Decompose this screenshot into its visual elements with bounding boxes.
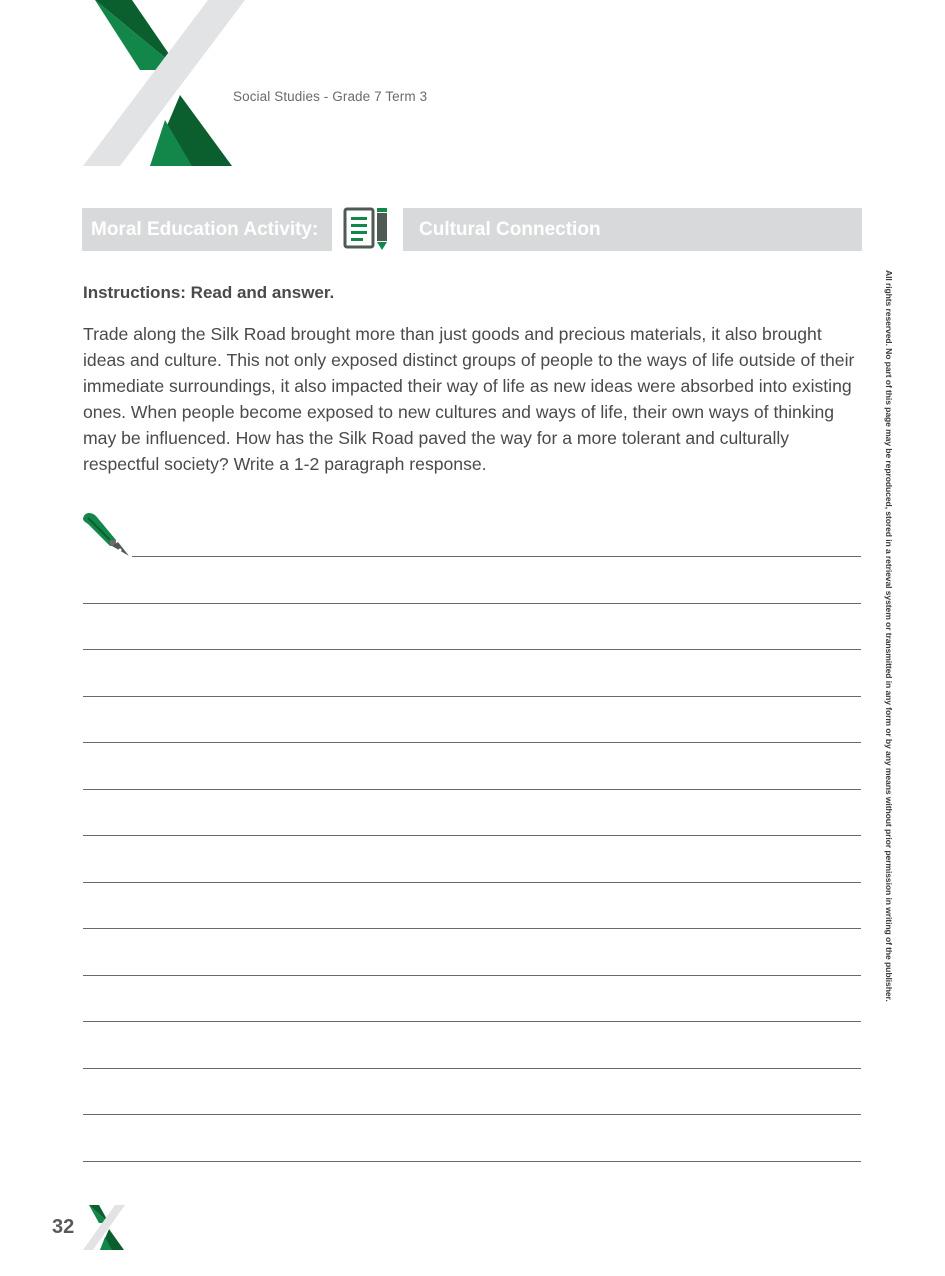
- brand-logo-small: [83, 1205, 127, 1251]
- answer-line[interactable]: [83, 789, 861, 790]
- brand-logo: [80, 0, 250, 170]
- answer-line[interactable]: [83, 603, 861, 604]
- fountain-pen-icon: [80, 510, 134, 560]
- question-paragraph: Trade along the Silk Road brought more than just goods and precious materials, it also brought ideas and culture. This not only exposed distinct groups of people to the ways of life outside of their immediate surroundings, it also impacted their way of life as new ideas were absorbed into existing ones. When people become exposed to new cultures and ways of life, their own ways of thinking may be influenced. How has the Silk Road paved the way for a more tolerant and culturally respectful society? Write a 1-2 paragraph response.: [83, 324, 855, 474]
- answer-line[interactable]: [83, 928, 861, 929]
- answer-line[interactable]: [83, 975, 861, 976]
- answer-line[interactable]: [83, 1068, 861, 1069]
- subject-header: Social Studies - Grade 7 Term 3: [233, 89, 428, 104]
- answer-line[interactable]: [83, 882, 861, 883]
- answer-line[interactable]: [83, 1161, 861, 1162]
- answer-line[interactable]: [83, 696, 861, 697]
- activity-title: Cultural Connection: [403, 208, 862, 251]
- activity-label: Moral Education Activity:: [82, 208, 332, 251]
- copyright-notice: All rights reserved. No part of this page may be reproduced, stored in a retrieval system or transmitted in any form or by any means without prior permission in writing of the publisher.: [884, 270, 894, 1002]
- instructions-heading: Instructions: Read and answer.: [83, 283, 335, 302]
- answer-line[interactable]: [132, 556, 861, 557]
- answer-line[interactable]: [83, 742, 861, 743]
- answer-line[interactable]: [83, 835, 861, 836]
- answer-line[interactable]: [83, 1021, 861, 1022]
- answer-line[interactable]: [83, 1114, 861, 1115]
- answer-line[interactable]: [83, 649, 861, 650]
- notebook-pencil-icon: [343, 207, 391, 251]
- page-number: 32: [52, 1216, 75, 1238]
